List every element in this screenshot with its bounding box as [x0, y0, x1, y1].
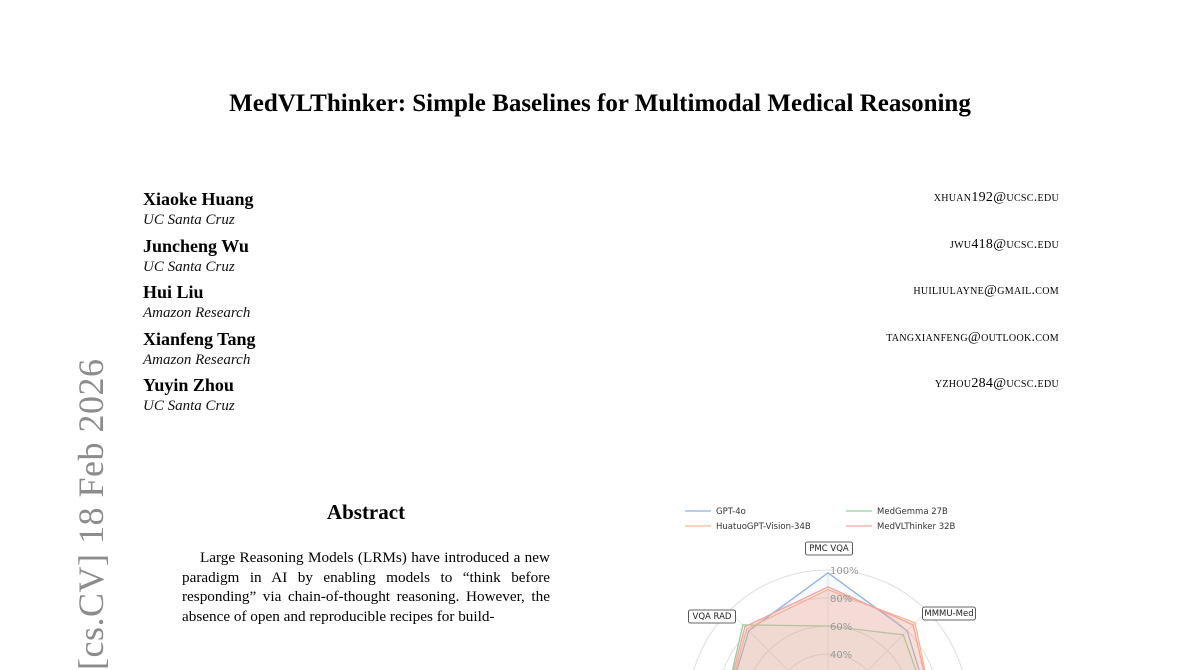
- author-name: Juncheng Wu: [143, 235, 249, 256]
- abstract-text: Large Reasoning Models (LRMs) have introduced a new paradigm in AI by enabling models to “think before responding” via chain-of-thought reasoning. However, the absence of open and reproducible recipes for build-: [182, 549, 550, 625]
- author-entry: [143, 281, 1059, 328]
- author-email[interactable]: xhuan192@ucsc.edu: [933, 190, 1059, 205]
- author-email[interactable]: yzhou284@ucsc.edu: [934, 376, 1059, 391]
- paper-title: MedVLThinker: Simple Baselines for Multimodal Medical Reasoning: [229, 90, 971, 117]
- tick-label: 40%: [830, 650, 853, 661]
- axis-label-vqa-rad: VQA RAD: [692, 612, 732, 622]
- series-medvlthinker-32b: [719, 587, 937, 670]
- author-entry: [143, 188, 1059, 235]
- legend-label: HuatuoGPT-Vision-34B: [716, 522, 811, 532]
- author-email[interactable]: jwu418@ucsc.edu: [949, 236, 1059, 252]
- radar-figure: [670, 500, 1000, 661]
- author-entry: [143, 235, 1059, 282]
- author-email[interactable]: huiliulayne@gmail.com: [913, 283, 1059, 298]
- author-affiliation: Amazon Research: [143, 351, 251, 368]
- axis-label-mmmu-med: MMMU-Med: [924, 609, 974, 619]
- arxiv-stamp: [30, 325, 111, 670]
- author-affiliation: UC Santa Cruz: [143, 398, 235, 414]
- author-name: Hui Liu: [143, 282, 204, 302]
- author-entry: [143, 328, 1059, 375]
- author-name: Xiaoke Huang: [143, 189, 254, 209]
- author-entry: [143, 374, 1059, 421]
- tick-label: 60%: [830, 622, 853, 633]
- author-email[interactable]: tangxianfeng@outlook.com: [886, 329, 1059, 345]
- arxiv-stamp-text: [cs.CV] 18 Feb 2026: [71, 358, 111, 670]
- legend-label: MedVLThinker 32B: [877, 522, 956, 532]
- axis-label-pmc-vqa: PMC VQA: [809, 544, 849, 554]
- tick-label: 80%: [830, 594, 853, 605]
- legend-label: GPT-4o: [716, 507, 746, 517]
- author-list: [143, 188, 1059, 421]
- author-name: Yuyin Zhou: [143, 375, 234, 395]
- abstract-body: [182, 548, 550, 626]
- legend-label: MedGemma 27B: [877, 507, 948, 517]
- author-affiliation: Amazon Research: [143, 305, 251, 321]
- abstract-heading: Abstract: [326, 500, 406, 524]
- tick-label: 100%: [830, 566, 859, 577]
- author-affiliation: UC Santa Cruz: [143, 258, 235, 275]
- author-affiliation: UC Santa Cruz: [143, 212, 235, 228]
- author-name: Xianfeng Tang: [143, 328, 256, 349]
- radar-chart: [670, 500, 1000, 661]
